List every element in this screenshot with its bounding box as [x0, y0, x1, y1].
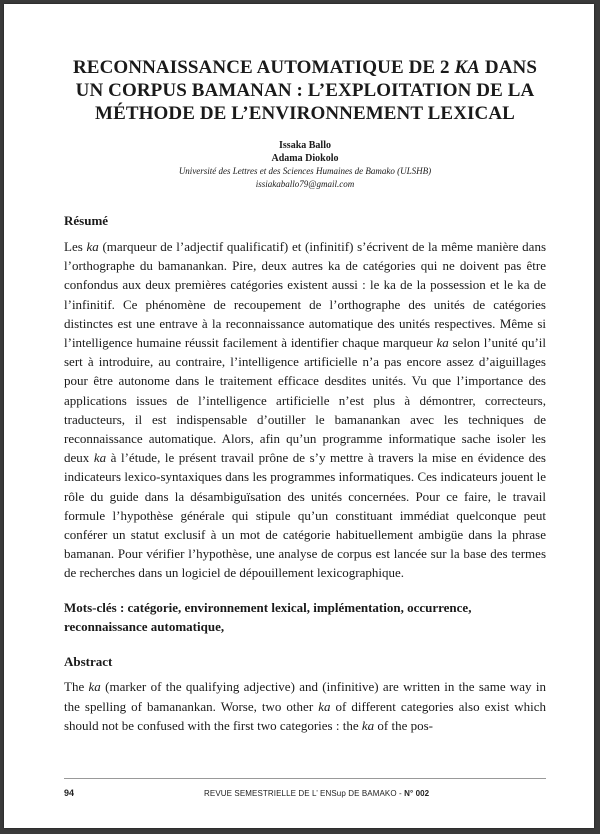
abstract-paragraph: [64, 677, 546, 735]
text-run: of the pos-: [374, 717, 433, 733]
text-run: (marqueur de l’adjectif qualificatif) et (infinitif) s’écrivent de la même manière dans l’orthographe du bamanankan. Pire, deux autres ka de catégories qui ne doivent pas être confondus aux deux premières catégories existent aussi : le ka de la possession et le ka de l’infinitif. Ce phénomène de recoupement de l’orthographe des unités de catégories distinctes est une entrave à la reconnaissance automatique des unités respectives. Même si l’intelligence humaine réussit facilement à identifier chaque marqueur: [64, 239, 546, 351]
ka-term: ka: [361, 717, 375, 733]
author-block: [64, 139, 546, 191]
footer-divider: [64, 778, 546, 779]
title-part: DANS UN CORPUS BAMANAN : L’EXPLOITATION DE LA MÉTHODE DE L’ENVIRONNEMENT LEXICAL: [75, 57, 538, 124]
ka-term: ka: [88, 679, 101, 695]
ka-term: ka: [318, 698, 331, 714]
text-run: of different categories also exist which should not be confused with the first two categories : the: [64, 698, 546, 733]
page-number: 94: [64, 788, 75, 798]
resume-paragraph: [64, 237, 546, 583]
title-part: RECONNAISSANCE AUTOMATIQUE DE 2: [72, 57, 455, 78]
ka-term: ka: [436, 335, 449, 351]
page-content: [64, 56, 546, 735]
author-affiliation: Université des Lettres et des Sciences Humaines de Bamako (ULSHB): [178, 166, 432, 176]
text-run: Les: [64, 239, 87, 254]
text-run: selon l’unité qu’il sert à introduire, au contraire, l’intelligence artificielle n’a pas encore assez d’aiguillages pour être autonome dans le traitement efficace desdites unités. Vu que l’importance des applications issues de l’intelligence artificielle n’est plus à démontrer, correcteurs, traducteurs, il est indispensable d’outiller le bamanankan avec les techniques de reconnaissance automatique. Alors, afin qu’un programme informatique sache isoler les deux: [64, 335, 546, 466]
author-email[interactable]: issiakaballo79@gmail.com: [255, 179, 355, 189]
document-page: [4, 4, 594, 828]
article-title: [64, 56, 546, 125]
resume-heading: Résumé: [64, 213, 109, 228]
author-name: Issaka Ballo: [279, 140, 331, 151]
title-ka: KA: [454, 57, 481, 78]
ka-term: ka: [93, 450, 107, 466]
text-run: (marker of the qualifying adjective) and (infinitive) are written in the same way in the spelling of bamanankan. Worse, two other: [64, 679, 546, 714]
journal-title: REVUE SEMESTRIELLE DE L’ ENSup DE BAMAKO -: [204, 789, 405, 798]
issue-number: N° 002: [404, 789, 430, 798]
keywords: Mots-clés : catégorie, environnement lexical, implémentation, occurrence, reconnaissance automatique,: [64, 599, 472, 635]
journal-name: [204, 789, 429, 798]
ka-term: ka: [86, 239, 99, 254]
author-name: Adama Diokolo: [271, 153, 339, 164]
text-run: The: [64, 679, 89, 695]
abstract-heading: Abstract: [64, 654, 113, 670]
text-run: à l’étude, le présent travail prône de s’y mettre à travers la mise en évidence des indicateurs lexico-syntaxiques dans les programmes informatiques. Ces indicateurs jouent le rôle du guide dans la désambiguïsation des unités concernées. Pour ce faire, le travail formule l’hypothèse générale qui stipule qu’un constituant immédiat quelconque peut conférer un statut exclusif à un mot de catégorie habituellement ambigüe dans la phrase bamanan. Pour vérifier l’hypothèse, une analyse de corpus est lancée sur la base des termes de recherches dans un logiciel de dépouillement lexicographique.: [64, 450, 546, 581]
